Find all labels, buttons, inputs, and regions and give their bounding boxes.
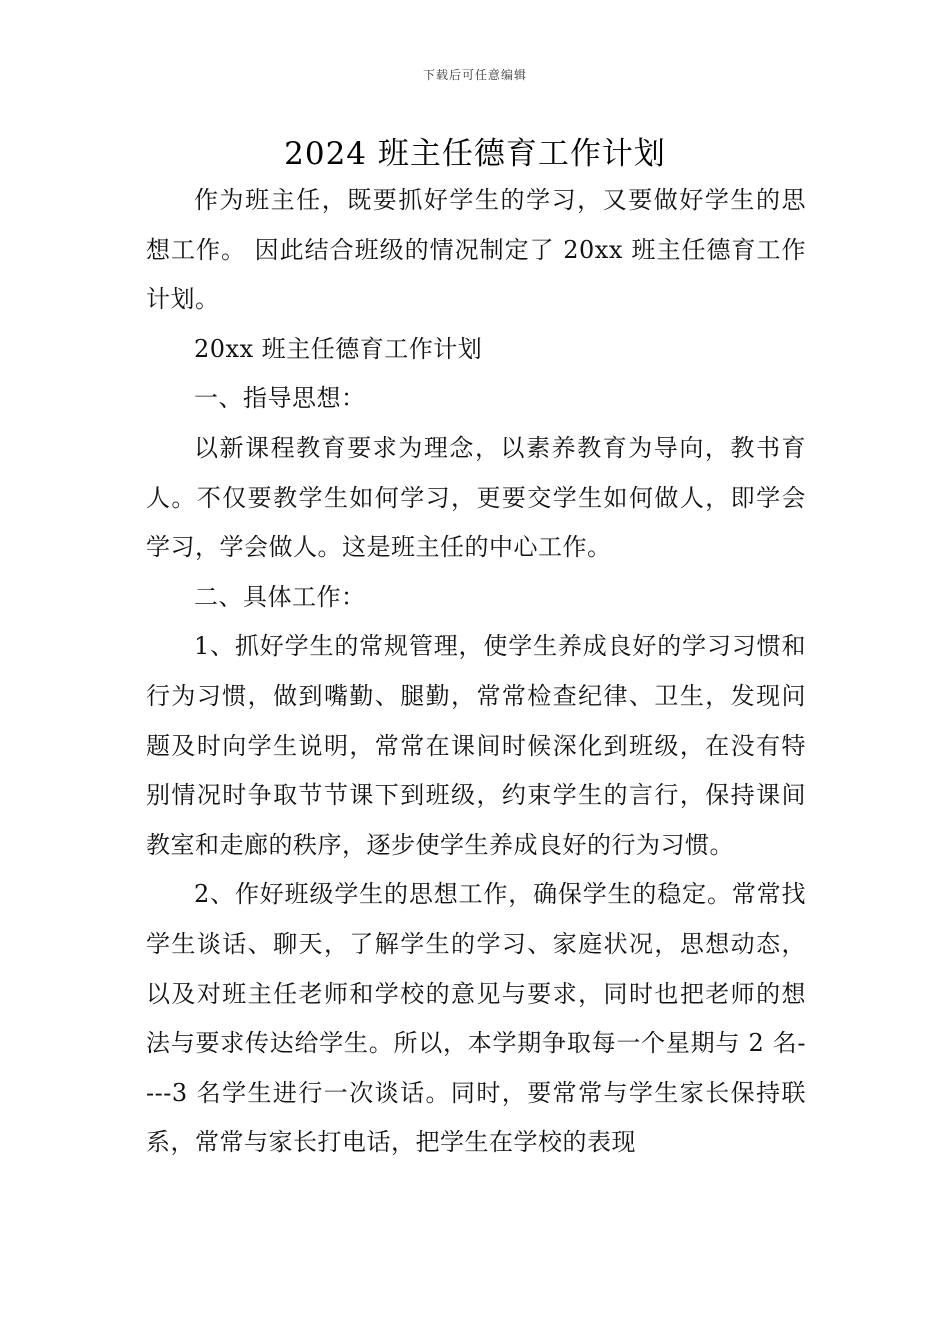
document-body: [146, 176, 806, 1168]
section-heading-guiding-ideology: 一、指导思想：: [194, 384, 366, 413]
document-title: 2024 班主任德育工作计划: [284, 136, 666, 172]
paragraph-guiding-ideology: 以新课程教育要求为理念，以素养教育为导向，教书育人。不仅要教学生如何学习，更要交学生如何做人，即学会学习，学会做人。这是班主任的中心工作。: [146, 433, 806, 562]
section-heading-specific-work: 二、具体工作：: [194, 582, 366, 611]
paragraph-item-1: 1、抓好学生的常规管理，使学生养成良好的学习习惯和行为习惯，做到嘴勤、腿勤，常常检查纪律、卫生，发现问题及时向学生说明，常常在课间时候深化到班级，在没有特别情况时争取节节课下到班级，约束学生的言行，保持课间教室和走廊的秩序，逐步使学生养成良好的行为习惯。: [146, 632, 806, 859]
header-note: 下载后可任意编辑: [422, 68, 527, 82]
paragraph-intro: 作为班主任，既要抓好学生的学习，又要做好学生的思想工作。 因此结合班级的情况制定了 20xx 班主任德育工作计划。: [146, 186, 806, 314]
paragraph-item-2: 2、作好班级学生的思想工作，确保学生的稳定。常常找学生谈话、聊天，了解学生的学习、家庭状况，思想动态，以及对班主任老师和学校的意见与要求，同时也把老师的想法与要求传达给学生。所以，本学期争取每一个星期与 2 名----3 名学生进行一次谈话。同时，要常常与学生家长保持联系，常常与家长打电话，把学生在学校的表现: [146, 880, 806, 1157]
paragraph-subtitle: 20xx 班主任德育工作计划: [194, 334, 483, 363]
